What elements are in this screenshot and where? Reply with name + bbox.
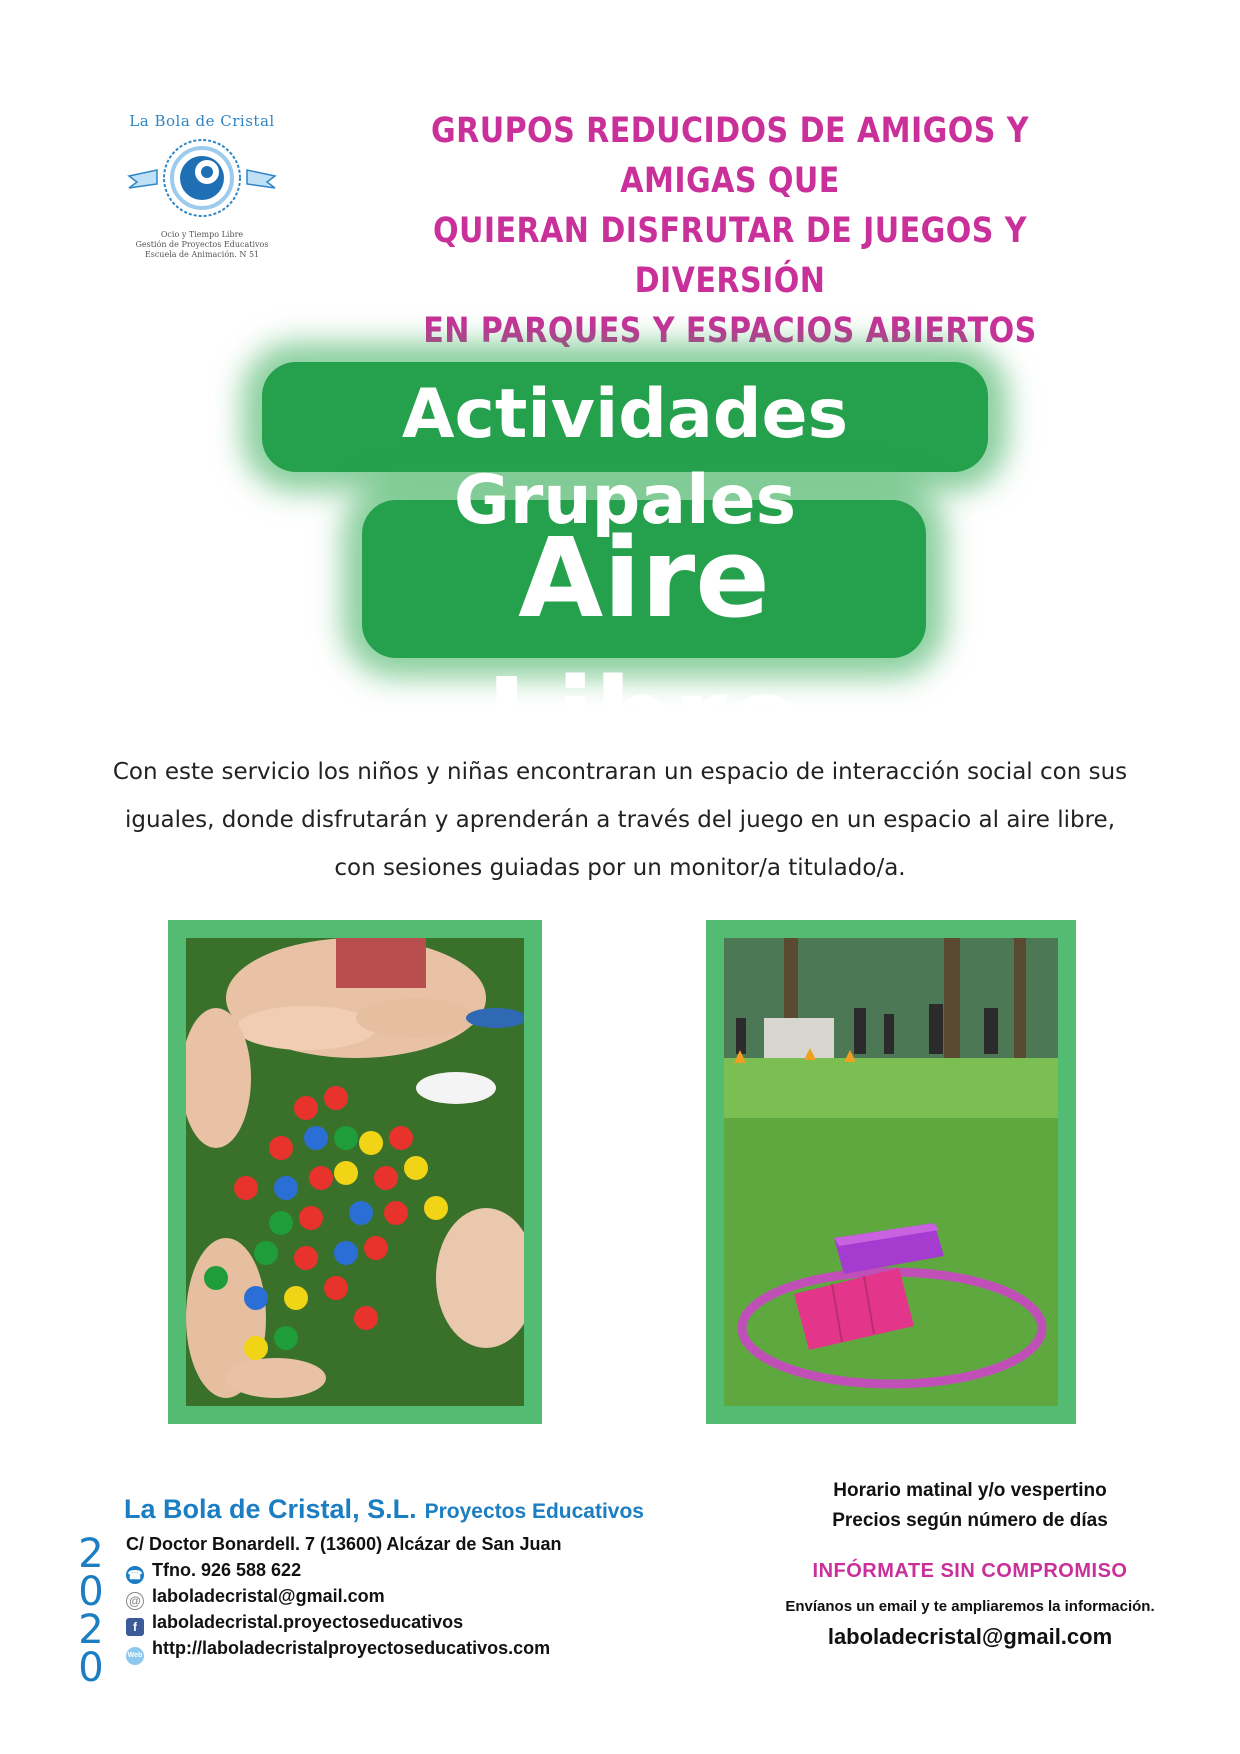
headline xyxy=(350,106,1110,356)
web-text[interactable]: http://laboladecristalproyectoseducativos.com xyxy=(152,1638,551,1658)
intro-paragraph xyxy=(100,748,1140,892)
web-row[interactable] xyxy=(126,1638,550,1665)
company-tagline: Proyectos Educativos xyxy=(424,1500,644,1523)
email-text[interactable]: laboladecristal@gmail.com xyxy=(152,1586,385,1606)
facebook-text[interactable]: laboladecristal.proyectoseducativos xyxy=(152,1612,464,1632)
year-vertical xyxy=(68,1531,114,1691)
info-email[interactable]: laboladecristal@gmail.com xyxy=(827,1624,1113,1649)
company-name xyxy=(124,1494,644,1525)
schedule-line: Horario matinal y/o vespertino xyxy=(833,1480,1107,1501)
address: C/ Doctor Bonardell. 7 (13600) Alcázar de San Juan xyxy=(126,1534,562,1554)
year-digit: 0 xyxy=(78,1569,104,1615)
logo-brand: La Bola de Cristal xyxy=(129,112,275,130)
logo-subline: Ocio y Tiempo Libre xyxy=(160,230,244,239)
headline-line: GRUPOS REDUCIDOS DE AMIGOS Y AMIGAS QUE xyxy=(430,111,1030,201)
kids-balls-image xyxy=(186,938,524,1406)
park-blocks-image xyxy=(724,938,1058,1406)
info-line: Envíanos un email y te ampliaremos la información. xyxy=(785,1598,1155,1615)
logo-subline: Gestión de Proyectos Educativos xyxy=(135,240,269,249)
photo-park-blocks xyxy=(706,920,1076,1424)
facebook-row[interactable] xyxy=(126,1612,463,1636)
year-digit: 0 xyxy=(78,1645,104,1691)
schedule-line: Precios según número de días xyxy=(832,1510,1108,1531)
info-title: INFÓRMATE SIN COMPROMISO xyxy=(812,1560,1128,1582)
title-line-1: Actividades Grupales xyxy=(401,375,849,540)
headline-line: QUIERAN DISFRUTAR DE JUEGOS Y DIVERSIÓN xyxy=(432,211,1028,301)
intro-line: Con este servicio los niños y niñas encontraran un espacio de interacción social con sus xyxy=(112,759,1128,785)
email-icon: @ xyxy=(126,1592,144,1610)
phone-text: Tfno. 926 588 622 xyxy=(152,1560,302,1580)
year-digit: 2 xyxy=(78,1607,104,1653)
year-digit: 2 xyxy=(78,1531,104,1577)
phone-row xyxy=(126,1560,301,1584)
title-line-2: Aire Libre xyxy=(486,514,802,782)
email-row[interactable] xyxy=(126,1586,385,1610)
schedule xyxy=(760,1476,1180,1536)
logo-subline: Escuela de Animación. N 51 xyxy=(144,250,260,259)
headline-line: EN PARQUES Y ESPACIOS ABIERTOS xyxy=(423,311,1037,351)
facebook-icon: f xyxy=(126,1618,144,1636)
logo xyxy=(112,112,292,272)
company-title: La Bola de Cristal, S.L. xyxy=(124,1494,417,1524)
photo-kids-balls xyxy=(168,920,542,1424)
web-icon: Web xyxy=(126,1647,144,1665)
intro-line: con sesiones guiadas por un monitor/a titulado/a. xyxy=(334,855,906,881)
crystal-ball-icon xyxy=(127,136,277,222)
phone-icon: ☎ xyxy=(127,1568,143,1582)
intro-line: iguales, donde disfrutarán y aprenderán a través del juego en un espacio al aire libre, xyxy=(124,807,1116,833)
